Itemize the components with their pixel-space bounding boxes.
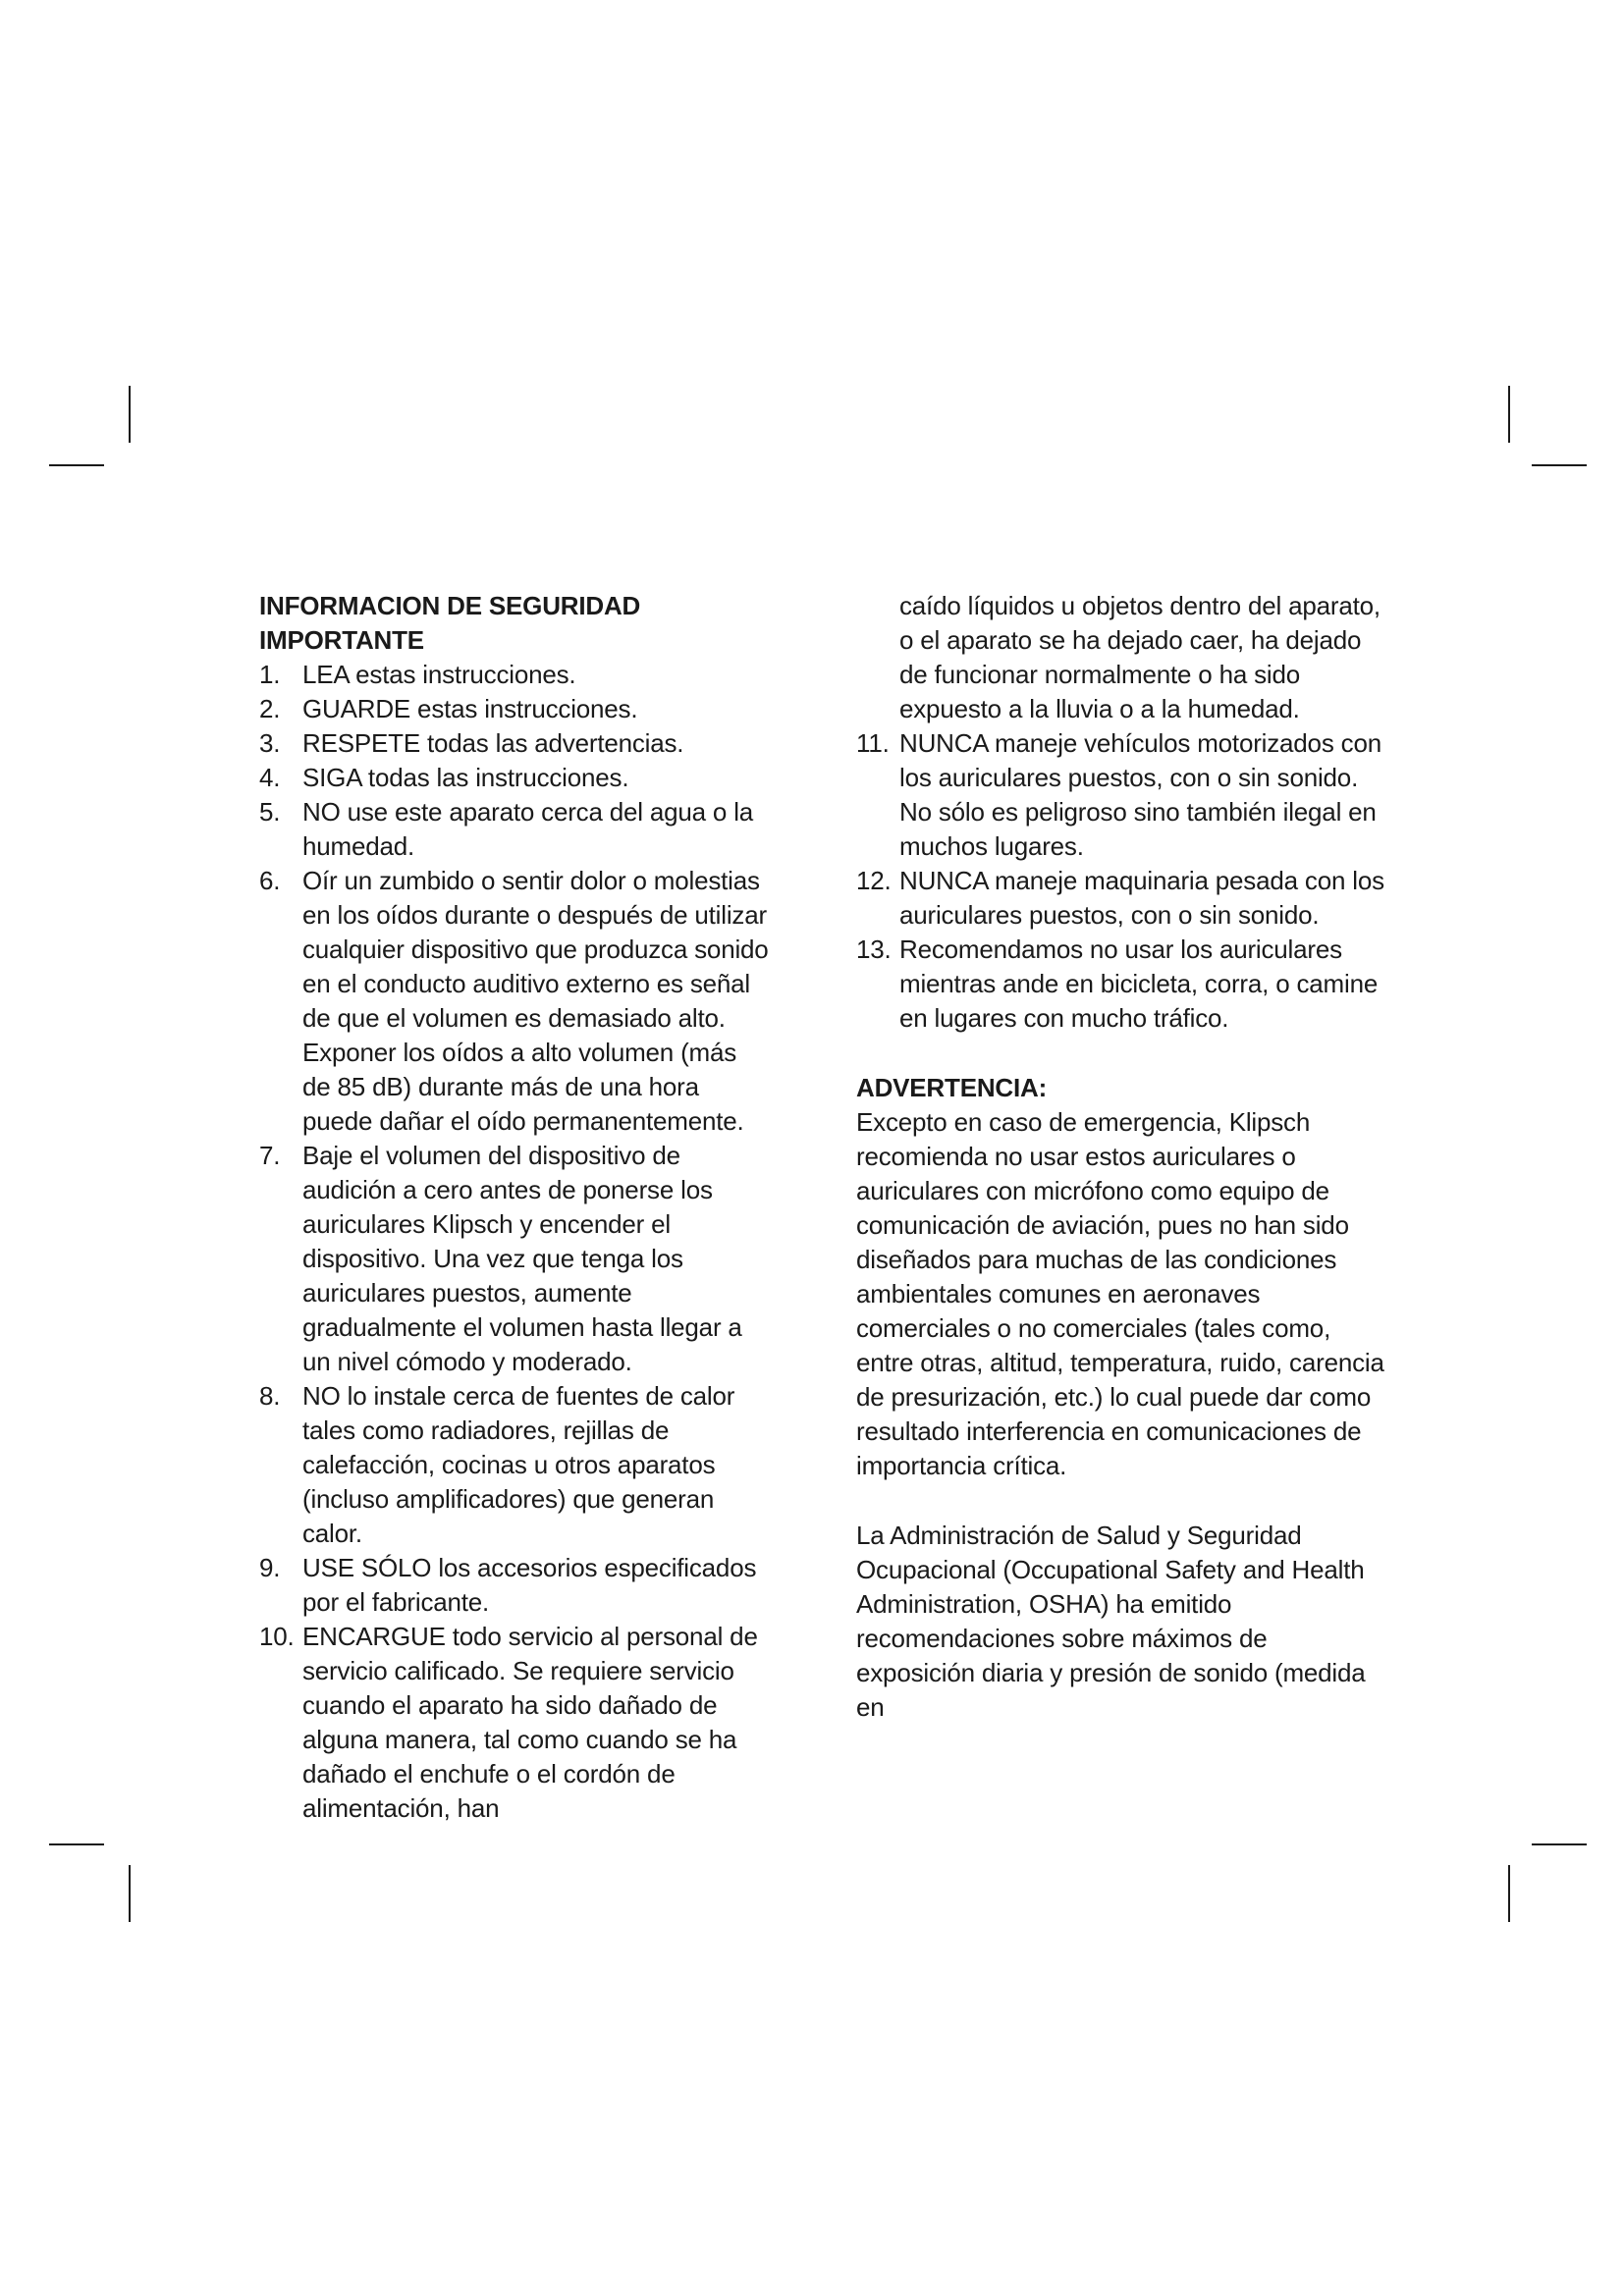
list-item — [259, 761, 770, 795]
list-item — [259, 658, 770, 692]
item-number: 9. — [259, 1553, 281, 1582]
list-item — [259, 1139, 770, 1379]
crop-mark-bottom-right-horizontal — [1532, 1843, 1587, 1845]
spacer — [856, 1036, 1386, 1071]
left-column — [259, 589, 770, 1826]
right-column — [856, 589, 1386, 1725]
list-item — [259, 726, 770, 761]
crop-mark-top-left-horizontal — [49, 464, 104, 466]
list-item — [856, 726, 1386, 864]
crop-mark-top-right-horizontal — [1532, 464, 1587, 466]
item-number: 5. — [259, 797, 281, 827]
crop-mark-bottom-left-vertical — [129, 1865, 131, 1922]
item-number: 11. — [856, 728, 890, 758]
item-text: RESPETE todas las advertencias. — [302, 728, 684, 758]
item-number: 6. — [259, 866, 281, 895]
item-number: 2. — [259, 694, 281, 723]
item-text: SIGA todas las instrucciones. — [302, 763, 629, 792]
item-number: 12. — [856, 866, 892, 895]
item-text: NUNCA maneje vehículos motorizados con los auriculares puestos, con o sin sonido. No sólo es peligroso sino también ilegal en muchos lugares. — [899, 728, 1381, 861]
list-item — [856, 933, 1386, 1036]
item-10-continuation: caído líquidos u objetos dentro del aparato, o el aparato se ha dejado caer, ha dejado de funcionar normalmente o ha sido expuesto a la lluvia o a la humedad. — [899, 591, 1380, 723]
item-text: Recomendamos no usar los auriculares mientras ande en bicicleta, corra, o camine en lugares con mucho tráfico. — [899, 934, 1379, 1033]
list-item — [259, 795, 770, 864]
warning-paragraph: Excepto en caso de emergencia, Klipsch recomienda no usar estos auriculares o auriculares con micrófono como equipo de comunicación de aviación, pues no han sido diseñados para muchas de las condiciones ambientales comunes en aeronaves comerciales o no comerciales (tales como, entre otras, altitud, temperatura, ruido, carencia de presurización, etc.) lo cual puede dar como resultado interferencia en comunicaciones de importancia crítica. — [856, 1107, 1384, 1480]
safety-list-continued — [856, 726, 1386, 1036]
item-number: 1. — [259, 660, 281, 689]
list-item — [259, 1379, 770, 1551]
warning-heading: ADVERTENCIA: — [856, 1073, 1048, 1102]
item-text: ENCARGUE todo servicio al personal de servicio calificado. Se requiere servicio cuando el aparato ha sido dañado de alguna manera, tal como cuando se ha dañado el enchufe o el cordón de alimentación, han — [302, 1622, 758, 1823]
list-item — [259, 1551, 770, 1620]
list-item — [259, 692, 770, 726]
crop-mark-top-left-vertical — [129, 386, 131, 443]
crop-mark-bottom-left-horizontal — [49, 1843, 104, 1845]
item-number: 13. — [856, 934, 892, 964]
item-text: NO lo instale cerca de fuentes de calor tales como radiadores, rejillas de calefacción, cocinas u otros aparatos (incluso amplificadores) que generan calor. — [302, 1381, 735, 1548]
list-item — [856, 864, 1386, 933]
item-text: NO use este aparato cerca del agua o la humedad. — [302, 797, 754, 861]
item-text: LEA estas instrucciones. — [302, 660, 576, 689]
crop-mark-bottom-right-vertical — [1508, 1865, 1510, 1922]
item-text: USE SÓLO los accesorios especificados por el fabricante. — [302, 1553, 757, 1617]
safety-heading: INFORMACION DE SEGURIDAD IMPORTANTE — [259, 591, 641, 655]
item-number: 10. — [259, 1622, 295, 1651]
item-text: Baje el volumen del dispositivo de audición a cero antes de ponerse los auriculares Klipsch y encender el dispositivo. Una vez que tenga los auriculares puestos, aumente gradualmente el volumen hasta llegar a un nivel cómodo y moderado. — [302, 1141, 742, 1376]
item-text: Oír un zumbido o sentir dolor o molestias en los oídos durante o después de utilizar cualquier dispositivo que produzca sonido en el conducto auditivo externo es señal de que el volumen es demasiado alto. Exponer los oídos a alto volumen (más de 85 dB) durante más de una hora puede dañar el oído permanentemente. — [302, 866, 769, 1136]
osha-paragraph: La Administración de Salud y Seguridad Ocupacional (Occupational Safety and Health Administration, OSHA) ha emitido recomendaciones sobre máximos de exposición diaria y presión de sonido (medida en — [856, 1521, 1366, 1722]
spacer — [856, 1483, 1386, 1519]
crop-mark-top-right-vertical — [1508, 386, 1510, 443]
item-number: 4. — [259, 763, 281, 792]
item-number: 3. — [259, 728, 281, 758]
safety-list — [259, 658, 770, 1826]
item-text: NUNCA maneje maquinaria pesada con los auriculares puestos, con o sin sonido. — [899, 866, 1384, 930]
list-item — [259, 1620, 770, 1826]
list-item — [259, 864, 770, 1139]
item-number: 8. — [259, 1381, 281, 1411]
item-text: GUARDE estas instrucciones. — [302, 694, 638, 723]
item-number: 7. — [259, 1141, 281, 1170]
